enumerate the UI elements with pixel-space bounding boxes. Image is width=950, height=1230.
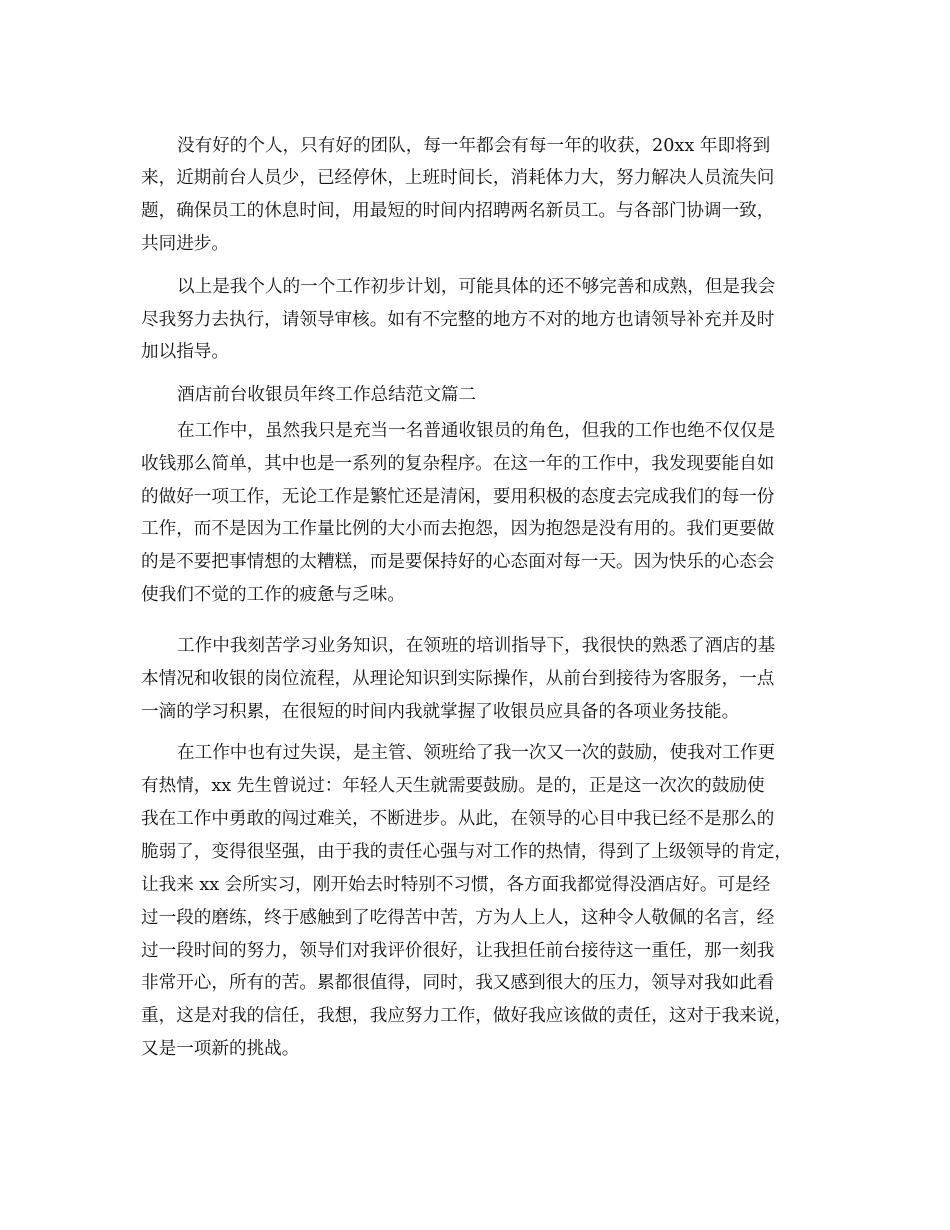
text-line: 共同进步。	[141, 234, 229, 254]
text-line: 的做好一项工作，无论工作是繁忙还是清闲，要用积极的态度去完成我们的每一份	[141, 487, 775, 507]
text-line: 来，近期前台人员少，已经停休，上班时间长，消耗体力大，努力解决人员流失问	[141, 168, 775, 188]
text-line: 尽我努力去执行，请领导审核。如有不完整的地方不对的地方也请领导补充并及时	[141, 310, 775, 330]
text-line: 没有好的个人，只有好的团队，每一年都会有每一年的收获，20xx 年即将到	[177, 136, 771, 156]
text-line: 有热情，xx 先生曾说过：年轻人天生就需要鼓励。是的，正是这一次次的鼓励使	[141, 776, 765, 796]
text-line: 脆弱了，变得很坚强，由于我的责任心强与对工作的热情，得到了上级领导的肯定，	[141, 842, 792, 862]
section-heading: 酒店前台收银员年终工作总结范文篇二	[177, 385, 477, 405]
text-line: 过一段时间的努力，领导们对我评价很好，让我担任前台接待这一重任，那一刻我	[141, 941, 775, 961]
text-line: 工作中我刻苦学习业务知识，在领班的培训指导下，我很快的熟悉了酒店的基	[177, 636, 776, 656]
text-line: 本情况和收银的岗位流程，从理论知识到实际操作，从前台到接待为客服务，一点	[141, 669, 775, 689]
text-line: 使我们不觉的工作的疲惫与乏味。	[141, 585, 405, 605]
text-line: 在工作中也有过失误，是主管、领班给了我一次又一次的鼓励，使我对工作更	[177, 743, 776, 763]
text-line: 让我来 xx 会所实习，刚开始去时特别不习惯，各方面我都觉得没酒店好。可是经	[141, 875, 771, 895]
text-line: 非常开心，所有的苦。累都很值得，同时，我又感到很大的压力，领导对我如此看	[141, 973, 775, 993]
text-line: 在工作中，虽然我只是充当一名普通收银员的角色，但我的工作也绝不仅仅是	[177, 421, 776, 441]
text-line: 一滴的学习积累，在很短的时间内我就掌握了收银员应具备的各项业务技能。	[141, 702, 740, 722]
text-line: 加以指导。	[141, 342, 229, 362]
text-line: 以上是我个人的一个工作初步计划，可能具体的还不够完善和成熟，但是我会	[177, 277, 776, 297]
text-line: 又是一项新的挑战。	[141, 1039, 300, 1059]
text-line: 过一段的磨练，终于感触到了吃得苦中苦，方为人上人，这种令人敬佩的名言，经	[141, 908, 775, 928]
text-line: 题，确保员工的休息时间，用最短的时间内招聘两名新员工。与各部门协调一致，	[141, 201, 775, 221]
text-line: 我在工作中勇敢的闯过难关，不断进步。从此，在领导的心目中我已经不是那么的	[141, 809, 775, 829]
text-line: 工作，而不是因为工作量比例的大小而去抱怨，因为抱怨是没有用的。我们更要做	[141, 519, 775, 539]
text-line: 收钱那么简单，其中也是一系列的复杂程序。在这一年的工作中，我发现要能自如	[141, 454, 775, 474]
text-line: 重，这是对我的信任，我想，我应努力工作，做好我应该做的责任，这对于我来说，	[141, 1006, 792, 1026]
text-line: 的是不要把事情想的太糟糕，而是要保持好的心态面对每一天。因为快乐的心态会	[141, 552, 775, 572]
